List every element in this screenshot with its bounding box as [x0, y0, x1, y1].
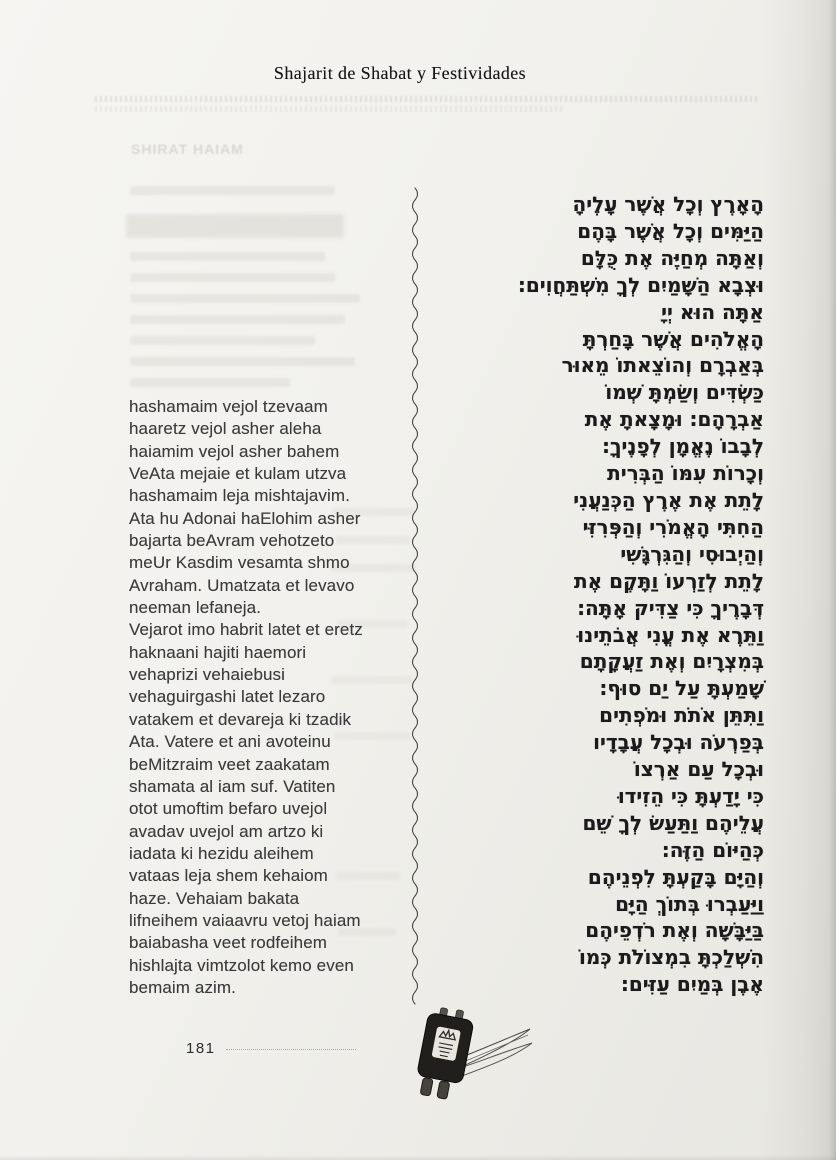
transliteration-line: hashamaim vejol tzevaam — [129, 397, 328, 416]
transliteration-line: hashamaim leja mishtajavim. — [129, 486, 350, 506]
transliteration-line: haze. Vehaiam bakata — [129, 888, 300, 908]
ghost-line — [130, 252, 325, 261]
ghost-line — [130, 378, 290, 387]
transliteration-line: baiabasha veet rodfeihem — [129, 933, 328, 953]
transliteration-line: vehaprizi vehaiebusi — [129, 665, 286, 685]
page-number: 181 — [186, 1040, 216, 1057]
transliteration-line: bajarta beAvram vehotzeto — [129, 531, 335, 551]
transliteration-line: iadata ki hezidu aleihem — [129, 843, 314, 863]
hebrew-line: וַיַּעַבְרוּ בְּתוֹךְ הַיָּם — [615, 891, 764, 916]
transliteration-line: haiamim vejol asher bahem — [129, 441, 340, 461]
hebrew-line: בְּאַבְרָם וְהוֹצֵאתוֹ מֵאוּר — [561, 353, 764, 378]
hebrew-line: וּבְכָל עַם אַרְצוֹ — [633, 757, 764, 782]
ghost-line — [130, 294, 360, 303]
hebrew-line: וְהַיְבוּסִי וְהַגִּרְגָּשִׁי — [620, 541, 764, 566]
transliteration-line: avadav uvejol am artzo ki — [129, 821, 324, 841]
transliteration-line: Avraham. Umatzata et levavo — [129, 575, 355, 595]
transliteration-line: neeman lefaneja. — [129, 598, 262, 618]
ghost-line — [130, 357, 355, 366]
transliteration-line: bemaim azim. — [129, 977, 237, 997]
torah-scroll-quill-icon — [392, 1005, 537, 1110]
hebrew-line: וְהַיָּם בָּקַעְתָּ לִפְנֵיהֶם — [587, 864, 764, 889]
page-title: Shajarit de Shabat y Festividades — [273, 63, 527, 83]
transliteration-line: vataas leja shem kehaiom — [129, 866, 328, 886]
ghost-line — [130, 315, 345, 324]
ghost-hatch-band — [95, 106, 565, 112]
hebrew-line: וַתֵּרֶא אֶת עֳנִי אֲבֹתֵינוּ — [577, 622, 764, 647]
hebrew-line: אַבְרָהָם: וּמָצָאתָ אֶת — [584, 407, 764, 432]
transliteration-line: vatakem et devareja ki tzadik — [129, 709, 352, 729]
hebrew-line: הָאָרֶץ וְכָל אֲשֶׁר עָלֶיהָ — [572, 192, 764, 216]
hebrew-line: בַּיַּבָּשָׁה וְאֶת רֹדְפֵיהֶם — [585, 918, 764, 943]
transliteration-line: Ata hu Adonai haElohim asher — [129, 508, 361, 528]
ghost-line — [130, 186, 335, 195]
ghost-line — [130, 336, 315, 345]
hebrew-line: הִשְׁלַכְתָּ בִמְצוֹלֹת כְּמוֹ — [579, 945, 764, 970]
hebrew-line: וְאַתָּה מְחַיֶּה אֶת כֻּלָּם — [580, 245, 764, 270]
hebrew-line: הַחִתִּי הָאֱמֹרִי וְהַפְּרִזִּי — [582, 514, 764, 539]
hebrew-line: לָתֵת לְזַרְעוֹ וַתָּקֶם אֶת — [573, 568, 764, 593]
transliteration-line: lifneihem vaiaavru vetoj haiam — [129, 910, 361, 930]
ghost-heading: SHIRAT HAIAM — [131, 141, 244, 157]
page-edge-shading-right — [764, 0, 836, 1160]
hebrew-line: לָתֵת אֶת אֶרֶץ הַכְּנַעֲנִי — [573, 487, 764, 512]
ghost-line — [126, 214, 344, 238]
transliteration-line: hishlajta vimtzolot kemo even — [129, 955, 354, 975]
torah-case — [413, 1005, 475, 1102]
ghost-hatch-band — [95, 96, 760, 102]
transliteration-line: otot umoftim befaro uvejol — [129, 799, 328, 819]
transliteration-line: beMitzraim veet zaakatam — [129, 754, 330, 774]
hebrew-line: שָׁמַעְתָּ עַל יַם סוּף: — [599, 676, 764, 701]
footer-dotted-rule — [226, 1049, 356, 1050]
transliteration-line: Ata. Vatere et ani avoteinu — [129, 732, 331, 752]
page-edge-shading-bottom — [0, 1155, 836, 1160]
transliteration-line: VeAta mejaie et kulam utzva — [129, 464, 347, 484]
hebrew-line: בְּמִצְרָיִם וְאֶת זַעֲקָתָם — [579, 649, 764, 674]
hebrew-line: וְכָרוֹת עִמּוֹ הַבְּרִית — [607, 461, 764, 486]
hebrew-line: כַּשְׂדִּים וְשַׂמְתָּ שְׁמוֹ — [605, 380, 764, 405]
hebrew-line: אֶבֶן בְּמַיִם עַזִּים: — [620, 972, 764, 997]
hebrew-line: בְּפַרְעֹה וּבְכָל עֲבָדָיו — [593, 730, 764, 755]
hebrew-line: לְבָבוֹ נֶאֱמָן לְפָנֶיךָ: — [601, 434, 764, 459]
hebrew-line: וּצְבָא הַשָּׁמַיִם לְךָ מִשְׁתַּחֲוִים: — [517, 272, 764, 297]
hebrew-line: אַתָּה הוּא יְיָ — [661, 299, 764, 324]
hebrew-line: כִּי יָדַעְתָּ כִּי הֵזִידוּ — [617, 783, 764, 808]
hebrew-line: עֲלֵיהֶם וַתַּעַשׂ לְךָ שֵׁם — [582, 810, 764, 835]
hebrew-line: דְּבָרֶיךָ כִּי צַדִּיק אָתָּה: — [577, 595, 764, 620]
hebrew-line: כְּהַיּוֹם הַזֶּה: — [661, 837, 764, 862]
transliteration-line: shamata al iam suf. Vatiten — [129, 776, 336, 796]
transliteration-line: meUr Kasdim vesamta shmo — [129, 553, 350, 573]
hebrew-text-column — [419, 191, 764, 998]
transliteration-line: vehaguirgashi latet lezaro — [129, 687, 326, 707]
hebrew-line: הַיַּמִּים וְכָל אֲשֶׁר בָּהֶם — [577, 218, 764, 243]
ghost-line — [130, 273, 335, 282]
transliteration-text-column — [129, 396, 441, 999]
hebrew-line: הָאֱלֹהִים אֲשֶׁר בָּחַרְתָּ — [582, 326, 764, 351]
hebrew-line: וַתִּתֵּן אֹתֹת וּמֹפְתִים — [599, 703, 764, 728]
transliteration-line: haknaani hajiti haemori — [129, 642, 307, 662]
transliteration-line: Vejarot imo habrit latet et eretz — [129, 620, 363, 640]
transliteration-line: haaretz vejol asher aleha — [129, 419, 322, 439]
